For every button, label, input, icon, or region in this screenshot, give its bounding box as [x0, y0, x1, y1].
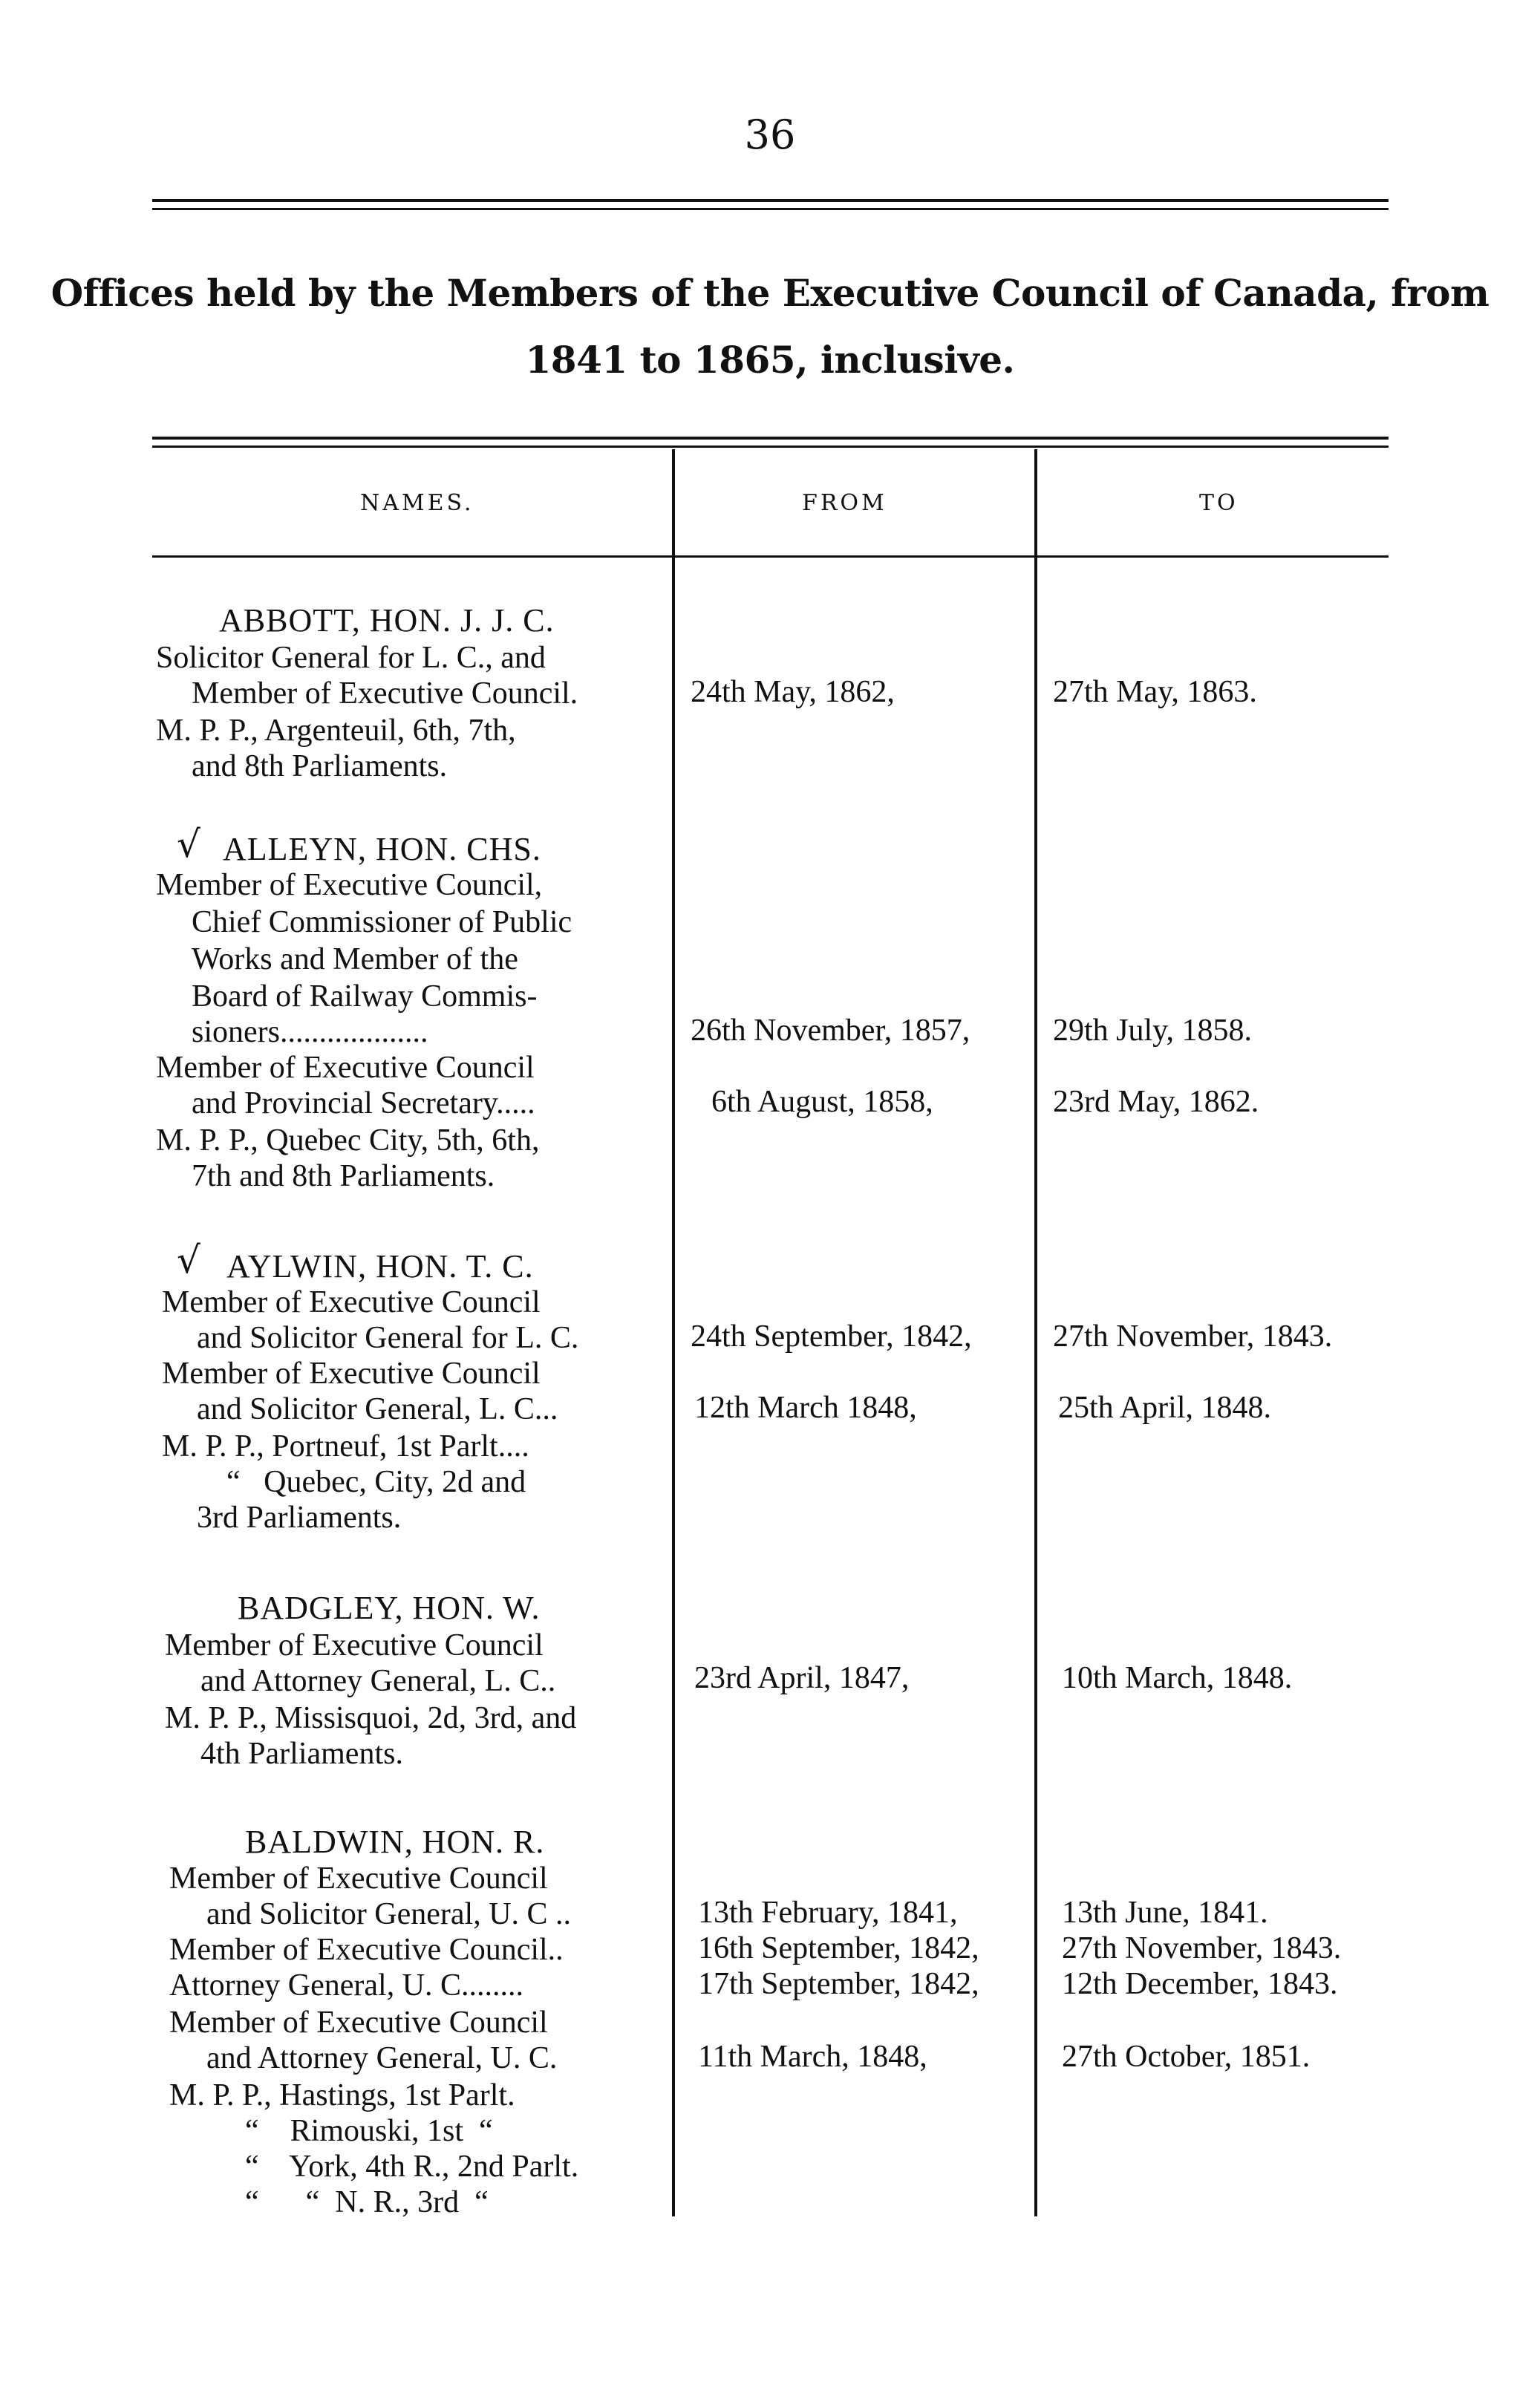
entry-line: and Solicitor General, U. C ..	[206, 1897, 572, 1931]
from-date: 23rd April, 1847,	[694, 1661, 910, 1695]
entry-line: Chief Commissioner of Public	[192, 905, 572, 939]
from-date: 24th September, 1842,	[691, 1319, 972, 1354]
entry-line: Board of Railway Commis-	[192, 979, 538, 1014]
entry-line: Solicitor General for L. C., and	[156, 641, 546, 675]
from-date: 24th May, 1862,	[691, 675, 895, 709]
to-date: 13th June, 1841.	[1062, 1896, 1268, 1930]
column-header-to: TO	[1199, 490, 1239, 516]
page-title-line-1: Offices held by the Members of the Executive Council of Canada, from	[50, 271, 1490, 315]
entry-name: BADGLEY, HON. W.	[238, 1590, 541, 1626]
entry-line: Member of Executive Council	[169, 1861, 548, 1896]
entry-line: “ “ N. R., 3rd “	[245, 2185, 489, 2219]
entry-line: and Attorney General, U. C.	[206, 2041, 558, 2075]
entry-line: and Solicitor General, L. C...	[197, 1392, 558, 1426]
column-header-names: NAMES.	[360, 490, 474, 516]
entry-line: 7th and 8th Parliaments.	[192, 1159, 495, 1193]
to-date: 25th April, 1848.	[1058, 1391, 1272, 1425]
column-divider-right	[1034, 449, 1037, 2216]
entry-line: Member of Executive Council	[156, 1051, 535, 1085]
entry-line: Member of Executive Council	[165, 1628, 544, 1662]
page-title-line-2: 1841 to 1865, inclusive.	[525, 338, 1015, 382]
column-divider-left	[672, 449, 675, 2216]
entry-line: and Solicitor General for L. C.	[197, 1321, 579, 1355]
entry-line: Member of Executive Council	[162, 1357, 541, 1391]
entry-name: BALDWIN, HON. R.	[245, 1824, 545, 1860]
from-date: 17th September, 1842,	[698, 1967, 979, 2001]
entry-line: and 8th Parliaments.	[192, 749, 448, 783]
entry-line: M. P. P., Hastings, 1st Parlt.	[169, 2078, 515, 2112]
entry-line: and Provincial Secretary.....	[192, 1086, 535, 1120]
to-date: 23rd May, 1862.	[1053, 1085, 1259, 1119]
to-date: 29th July, 1858.	[1053, 1014, 1252, 1048]
entry-line: Member of Executive Council	[162, 1285, 541, 1319]
from-date: 26th November, 1857,	[691, 1014, 970, 1048]
entry-line: Member of Executive Council,	[156, 868, 543, 902]
entry-line: “ Quebec, City, 2d and	[226, 1465, 526, 1499]
from-date: 11th March, 1848,	[698, 2040, 927, 2074]
to-date: 27th November, 1843.	[1062, 1931, 1342, 1965]
entry-line: “ Rimouski, 1st “	[245, 2114, 493, 2148]
to-date: 27th October, 1851.	[1062, 2040, 1311, 2074]
entry-line: M. P. P., Portneuf, 1st Parlt....	[162, 1429, 529, 1463]
entry-line: 3rd Parliaments.	[197, 1501, 402, 1535]
entry-line: Member of Executive Council.	[192, 676, 578, 711]
to-date: 27th November, 1843.	[1053, 1319, 1333, 1354]
to-date: 27th May, 1863.	[1053, 675, 1257, 709]
top-rule-2	[152, 208, 1389, 210]
entry-line: 4th Parliaments.	[200, 1737, 403, 1771]
top-rule-1	[152, 199, 1389, 202]
from-date: 13th February, 1841,	[698, 1896, 958, 1930]
check-mark-icon: √	[177, 1239, 200, 1282]
entry-line: “ York, 4th R., 2nd Parlt.	[245, 2150, 579, 2184]
table-top-rule-1	[152, 437, 1389, 440]
entry-line: Attorney General, U. C........	[169, 1968, 524, 2003]
header-bottom-rule	[152, 555, 1389, 558]
entry-name: ABBOTT, HON. J. J. C.	[219, 602, 555, 639]
entry-name: ALLEYN, HON. CHS.	[223, 831, 541, 867]
entry-line: sioners...................	[192, 1015, 428, 1049]
to-date: 12th December, 1843.	[1062, 1967, 1338, 2001]
from-date: 16th September, 1842,	[698, 1931, 979, 1965]
entry-line: M. P. P., Quebec City, 5th, 6th,	[156, 1123, 540, 1158]
table-top-rule-2	[152, 446, 1389, 448]
entry-line: M. P. P., Argenteuil, 6th, 7th,	[156, 714, 516, 748]
entry-line: M. P. P., Missisquoi, 2d, 3rd, and	[165, 1701, 577, 1735]
from-date: 12th March 1848,	[694, 1391, 917, 1425]
check-mark-icon: √	[177, 823, 200, 866]
page-number: 36	[744, 111, 796, 158]
column-header-from: FROM	[802, 490, 887, 516]
entry-line: Member of Executive Council	[169, 2006, 548, 2040]
entry-line: Member of Executive Council..	[169, 1933, 564, 1967]
from-date: 6th August, 1858,	[711, 1085, 933, 1119]
entry-line: and Attorney General, L. C..	[200, 1664, 556, 1698]
to-date: 10th March, 1848.	[1062, 1661, 1293, 1695]
entry-line: Works and Member of the	[192, 942, 518, 976]
entry-name: AYLWIN, HON. T. C.	[226, 1248, 534, 1285]
